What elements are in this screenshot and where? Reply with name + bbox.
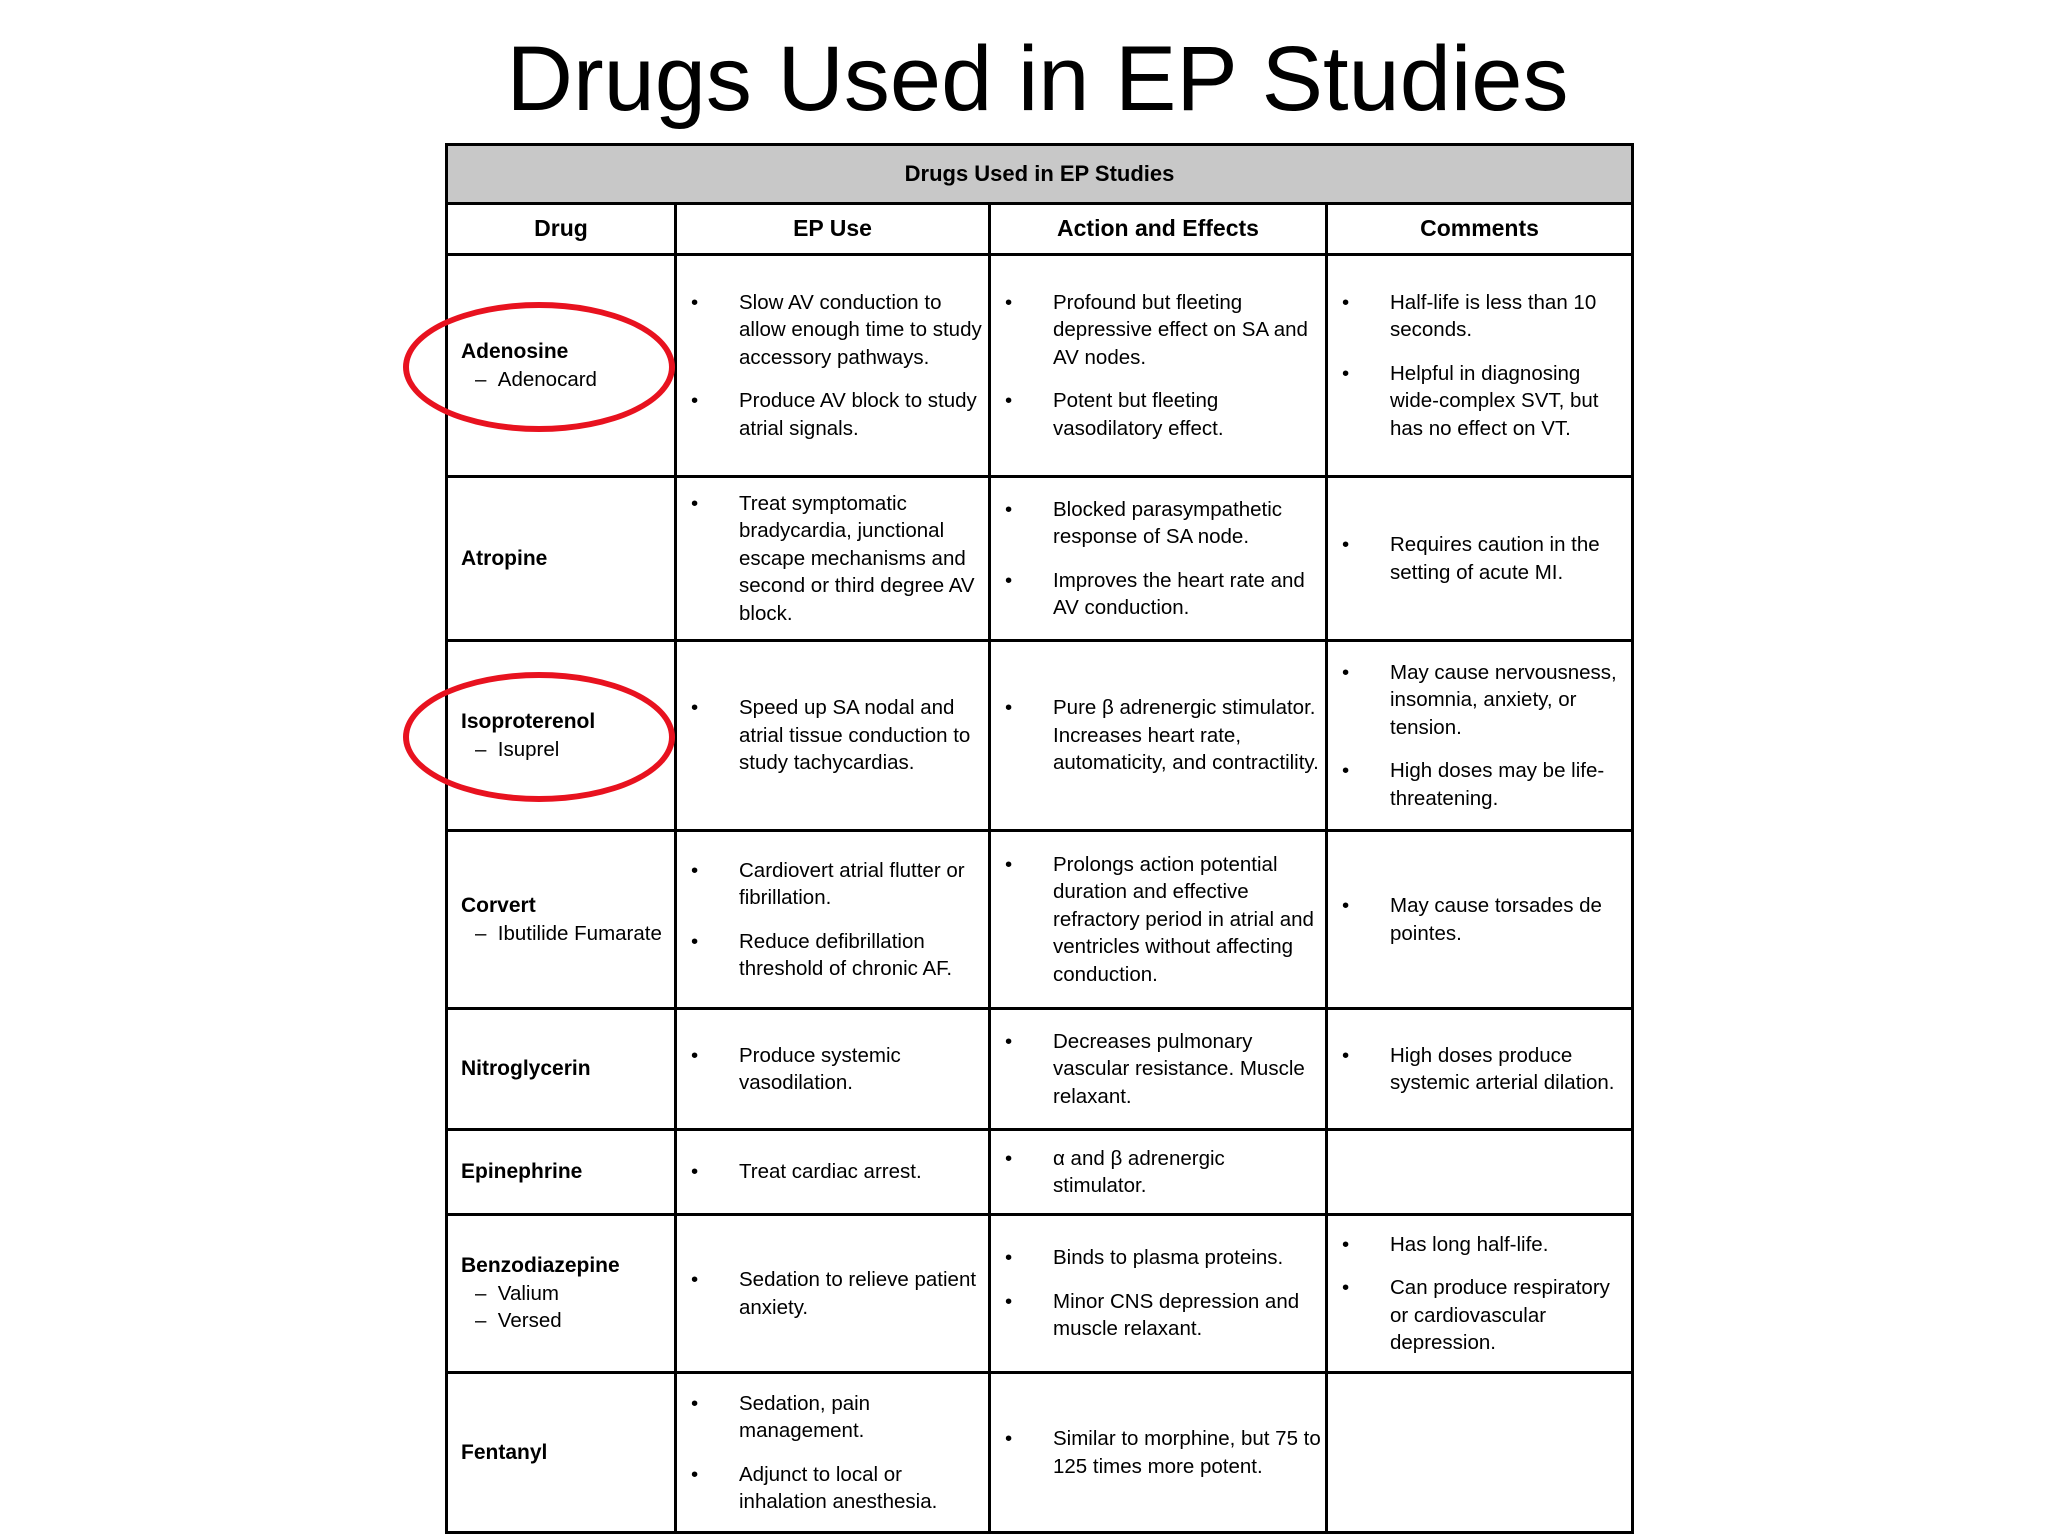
action-list (991, 848, 1325, 992)
action-cell (990, 477, 1327, 641)
action-list (991, 1142, 1325, 1203)
comments-list (1328, 1228, 1631, 1360)
drug-cell (447, 831, 676, 1009)
bullet-item: • Produce systemic vasodilation. (687, 1042, 984, 1097)
drug-cell (447, 1215, 676, 1373)
bullet-item: • Speed up SA nodal and atrial tissue conduction to study tachycardias. (687, 694, 984, 777)
bullet-item: • Improves the heart rate and AV conduction. (1001, 567, 1321, 622)
column-header-comments: Comments (1327, 204, 1633, 255)
drug-name: Atropine (461, 546, 548, 570)
comments-list (1328, 1039, 1631, 1100)
table-row (447, 1215, 1633, 1373)
comments-list (1328, 656, 1631, 816)
table-caption: Drugs Used in EP Studies (447, 145, 1633, 204)
ep-use-cell (676, 1009, 990, 1130)
drug-name: Isoproterenol (461, 710, 596, 733)
drug-brand-name: – Versed (461, 1307, 674, 1335)
ep-use-cell (676, 831, 990, 1009)
bullet-item: • Binds to plasma proteins. (1001, 1244, 1321, 1272)
bullet-item: • Prolongs action potential duration and effective refractory period in atrial and ventricles without affecting conduction. (1001, 851, 1321, 989)
highlight-circle (403, 302, 675, 432)
comments-list (1328, 889, 1631, 950)
column-header-ep-use: EP Use (676, 204, 990, 255)
action-list (991, 691, 1325, 780)
drug-brand-name: – Isuprel (461, 736, 674, 764)
table-row (447, 477, 1633, 641)
comments-cell (1327, 1215, 1633, 1373)
bullet-item: • Sedation to relieve patient anxiety. (687, 1266, 984, 1321)
bullet-item: • Potent but fleeting vasodilatory effect. (1001, 387, 1321, 442)
bullet-item: • May cause nervousness, insomnia, anxiety, or tension. (1338, 659, 1627, 742)
column-header-drug: Drug (447, 204, 676, 255)
drug-cell (447, 1130, 676, 1215)
drug-name: Benzodiazepine (461, 1254, 620, 1278)
bullet-item: • High doses produce systemic arterial dilation. (1338, 1042, 1627, 1097)
slide-title: Drugs Used in EP Studies (506, 28, 1569, 130)
table-row (447, 831, 1633, 1009)
action-cell (990, 1373, 1327, 1533)
ep-use-list (677, 854, 988, 986)
bullet-item: • Slow AV conduction to allow enough time to study accessory pathways. (687, 289, 984, 372)
drug-name: Nitroglycerin (461, 1057, 591, 1081)
action-list (991, 1422, 1325, 1483)
drug-brand-name: – Adenocard (461, 366, 674, 394)
bullet-item: • Can produce respiratory or cardiovascular depression. (1338, 1274, 1627, 1357)
bullet-item: • Reduce defibrillation threshold of chronic AF. (687, 928, 984, 983)
ep-use-list (677, 487, 988, 631)
action-cell (990, 1130, 1327, 1215)
action-list (991, 1241, 1325, 1346)
ep-use-cell (676, 1373, 990, 1533)
action-cell (990, 255, 1327, 477)
bullet-item: • Minor CNS depression and muscle relaxant. (1001, 1288, 1321, 1343)
comments-list (1328, 1450, 1631, 1456)
comments-cell (1327, 1009, 1633, 1130)
ep-use-list (677, 1155, 988, 1189)
table-row (447, 1009, 1633, 1130)
bullet-item: • High doses may be life-threatening. (1338, 757, 1627, 812)
bullet-item: • Decreases pulmonary vascular resistance. Muscle relaxant. (1001, 1028, 1321, 1111)
bullet-item: • Similar to morphine, but 75 to 125 times more potent. (1001, 1425, 1321, 1480)
action-cell (990, 1215, 1327, 1373)
ep-use-list (677, 691, 988, 780)
comments-cell (1327, 255, 1633, 477)
drug-name: Fentanyl (461, 1440, 548, 1464)
bullet-item: • Pure β adrenergic stimulator. Increases heart rate, automaticity, and contractility. (1001, 694, 1321, 777)
comments-cell (1327, 831, 1633, 1009)
bullet-item: • Treat symptomatic bradycardia, junctional escape mechanisms and second or third degree AV block. (687, 490, 984, 628)
ep-use-cell (676, 1215, 990, 1373)
drug-brand-name: – Valium (461, 1280, 674, 1308)
comments-list (1328, 286, 1631, 446)
action-list (991, 1025, 1325, 1114)
comments-cell (1327, 1130, 1633, 1215)
action-list (991, 286, 1325, 446)
action-list (991, 493, 1325, 625)
drug-name: Corvert (461, 894, 536, 917)
comments-cell (1327, 641, 1633, 831)
ep-use-cell (676, 1130, 990, 1215)
ep-use-cell (676, 255, 990, 477)
bullet-item: • Has long half-life. (1338, 1231, 1627, 1259)
bullet-item: • Sedation, pain management. (687, 1390, 984, 1445)
bullet-item: • Cardiovert atrial flutter or fibrillation. (687, 857, 984, 912)
comments-cell (1327, 1373, 1633, 1533)
bullet-item: • Profound but fleeting depressive effect on SA and AV nodes. (1001, 289, 1321, 372)
bullet-item: • Adjunct to local or inhalation anesthesia. (687, 1461, 984, 1516)
drug-cell (447, 1009, 676, 1130)
table-row (447, 1130, 1633, 1215)
action-cell (990, 831, 1327, 1009)
drug-name: Adenosine (461, 340, 569, 363)
ep-use-cell (676, 641, 990, 831)
ep-use-cell (676, 477, 990, 641)
drug-name: Epinephrine (461, 1160, 583, 1184)
bullet-item: • α and β adrenergic stimulator. (1001, 1145, 1321, 1200)
bullet-item: • May cause torsades de pointes. (1338, 892, 1627, 947)
comments-list (1328, 528, 1631, 589)
column-header-action: Action and Effects (990, 204, 1327, 255)
comments-list (1328, 1169, 1631, 1175)
bullet-item: • Treat cardiac arrest. (687, 1158, 984, 1186)
table-body (447, 255, 1633, 1533)
ep-use-list (677, 1387, 988, 1519)
action-cell (990, 1009, 1327, 1130)
ep-use-list (677, 286, 988, 446)
ep-use-list (677, 1263, 988, 1324)
bullet-item: • Requires caution in the setting of acute MI. (1338, 531, 1627, 586)
drug-cell (447, 1373, 676, 1533)
drug-brand-name: – Ibutilide Fumarate (461, 920, 674, 948)
bullet-item: • Helpful in diagnosing wide-complex SVT, but has no effect on VT. (1338, 360, 1627, 443)
comments-cell (1327, 477, 1633, 641)
highlight-circle (403, 672, 675, 802)
ep-use-list (677, 1039, 988, 1100)
bullet-item: • Half-life is less than 10 seconds. (1338, 289, 1627, 344)
bullet-item: • Produce AV block to study atrial signals. (687, 387, 984, 442)
drug-cell (447, 477, 676, 641)
action-cell (990, 641, 1327, 831)
bullet-item: • Blocked parasympathetic response of SA node. (1001, 496, 1321, 551)
table-row (447, 1373, 1633, 1533)
